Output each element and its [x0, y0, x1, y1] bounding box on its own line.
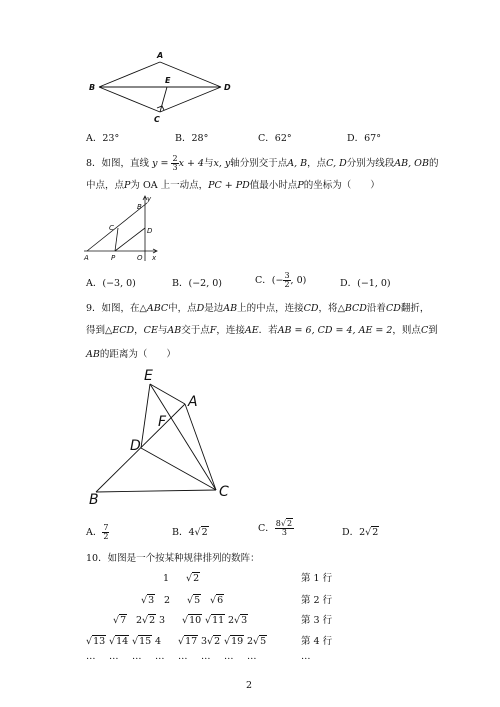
segment-ed [141, 384, 150, 448]
array-cell: √2 [186, 573, 200, 584]
point-label-b: B [137, 203, 142, 211]
option-value: 23° [102, 133, 120, 144]
q9-triangle-figure [88, 366, 238, 506]
option-value: 28° [191, 133, 209, 144]
q9-option-d[interactable]: D．2√2 [342, 527, 379, 538]
q10-question-title: 10．如图是一个按某种规律排列的数阵： [86, 553, 260, 564]
array-cell: √14 [109, 636, 129, 647]
option-letter: B． [172, 278, 189, 289]
point-label-p: P [111, 254, 116, 262]
array-row-label: 第 1 行 [301, 573, 333, 584]
segment-pc [115, 228, 118, 251]
option-letter: A． [86, 278, 103, 289]
point-label-c: C [219, 484, 229, 500]
segment-pd [115, 228, 145, 251]
array-ellipsis: … [86, 651, 96, 662]
axis-label-x: x [152, 254, 157, 262]
q9-option-c[interactable] [258, 520, 294, 537]
point-label-c: C [109, 224, 114, 232]
point-label-d: D [224, 83, 231, 92]
array-row-label: 第 3 行 [301, 615, 333, 626]
point-label-e: E [165, 76, 171, 85]
option-value: 62° [274, 133, 292, 144]
array-cell: 1 [163, 573, 170, 584]
option-letter: D． [347, 133, 365, 144]
option-letter: B． [172, 527, 189, 538]
array-cell: √6 [210, 595, 224, 606]
array-ellipsis: … [132, 651, 142, 662]
option-letter: A． [86, 133, 103, 144]
axis-label-y: y [147, 195, 152, 203]
point-label-d: D [147, 227, 153, 235]
array-cell: 2√5 [247, 636, 267, 647]
fraction-two-thirds: $\frac{2}{3}$ [172, 154, 178, 172]
fraction-three-halves: $\frac{3}{2}$ [284, 271, 290, 289]
q8-option-c[interactable]: C．(− $\frac{3}{2}$ , 0) [255, 271, 307, 289]
array-cell: √3 [141, 595, 155, 606]
segment-ba [99, 62, 160, 87]
option-letter: B． [175, 133, 192, 144]
fraction-eight-root-two-thirds: $\frac{8√2}{3}$ [275, 519, 293, 537]
array-ellipsis: … [178, 651, 188, 662]
array-ellipsis: … [224, 651, 234, 662]
point-label-e: E [144, 368, 153, 384]
q7-rhombus-figure [85, 48, 235, 130]
page-number: 2 [246, 680, 253, 691]
point-label-a: A [157, 51, 164, 60]
q8-option-b[interactable] [172, 278, 222, 290]
q9-option-b[interactable]: B．4√2 [172, 527, 208, 538]
array-row-label: 第 2 行 [301, 595, 333, 606]
array-cell: √15 [132, 636, 152, 647]
array-cell: 2√2 [136, 615, 156, 626]
segment-ec [150, 384, 216, 490]
q9-question-line-1: 9．如图，在△ABC中，点D是边AB上的中点，连接CD，将△BCD沿着CD翻折， [86, 303, 430, 314]
option-letter: C． [255, 275, 272, 286]
point-label-a: A [188, 394, 198, 410]
segment-dc [160, 87, 221, 112]
array-cell: 2 [164, 595, 171, 606]
option-letter: C． [258, 523, 275, 534]
array-cell: √17 [178, 636, 198, 647]
q9-option-a[interactable] [86, 524, 109, 541]
array-ellipsis: … [247, 651, 257, 662]
array-ellipsis: … [201, 651, 211, 662]
array-cell: √19 [224, 636, 244, 647]
array-cell: 2√3 [228, 615, 248, 626]
array-cell: 3 [159, 615, 166, 626]
point-label-b: B [89, 83, 96, 92]
array-row-label: 第 4 行 [301, 636, 333, 647]
q8-question-line-1: 8．如图，直线 y = $\frac{2}{3}$ x + 4与x, y轴分别交于点A, B，点C, D分别为线段AB, OB的 [86, 154, 439, 172]
array-ellipsis: … [155, 651, 165, 662]
q7-option-a[interactable] [86, 133, 119, 145]
q9-question-line-3: AB的距离为（ ） [86, 349, 176, 360]
option-letter: A． [86, 527, 103, 538]
fraction-seven-halves: $\frac{7}{2}$ [103, 523, 109, 541]
segment-dc [141, 448, 216, 490]
array-cell: 3√2 [201, 636, 221, 647]
option-letter: D． [340, 278, 358, 289]
segment-cb [99, 87, 160, 112]
q8-question-line-2: 中点，点P为 OA 上一动点，PC + PD值最小时点P的坐标为（ ） [86, 180, 380, 191]
array-cell: √10 [182, 615, 202, 626]
point-label-o: O [137, 254, 143, 262]
q8-option-a[interactable] [86, 278, 136, 290]
q7-option-b[interactable] [175, 133, 208, 145]
segment-ea [150, 384, 185, 404]
array-cell: 4 [155, 636, 162, 647]
array-cell: √13 [86, 636, 106, 647]
option-letter: D． [342, 527, 360, 538]
point-label-f: F [158, 414, 167, 430]
array-ellipsis: … [301, 651, 311, 662]
q7-option-d[interactable] [347, 133, 381, 145]
point-label-d: D [130, 438, 141, 454]
q7-option-c[interactable] [258, 133, 292, 145]
array-cell: √5 [187, 595, 201, 606]
q8-option-d[interactable] [340, 278, 391, 290]
array-cell: √7 [113, 615, 127, 626]
option-letter: C． [258, 133, 275, 144]
segment-bc [96, 490, 216, 492]
point-label-c: C [154, 115, 160, 124]
option-value: (−1, 0) [357, 278, 391, 289]
q9-question-line-2: 得到△ECD，CE与AB交于点F，连接AE．若AB = 6, CD = 4, AE = 2，则点C到 [86, 325, 438, 336]
q8-coordinate-figure [82, 193, 162, 263]
array-ellipsis: … [109, 651, 119, 662]
option-value: (−3, 0) [102, 278, 136, 289]
option-value: 67° [364, 133, 381, 144]
point-label-a: A [84, 254, 89, 262]
option-value: (−2, 0) [188, 278, 222, 289]
array-cell: √11 [205, 615, 225, 626]
point-label-b: B [89, 492, 99, 506]
